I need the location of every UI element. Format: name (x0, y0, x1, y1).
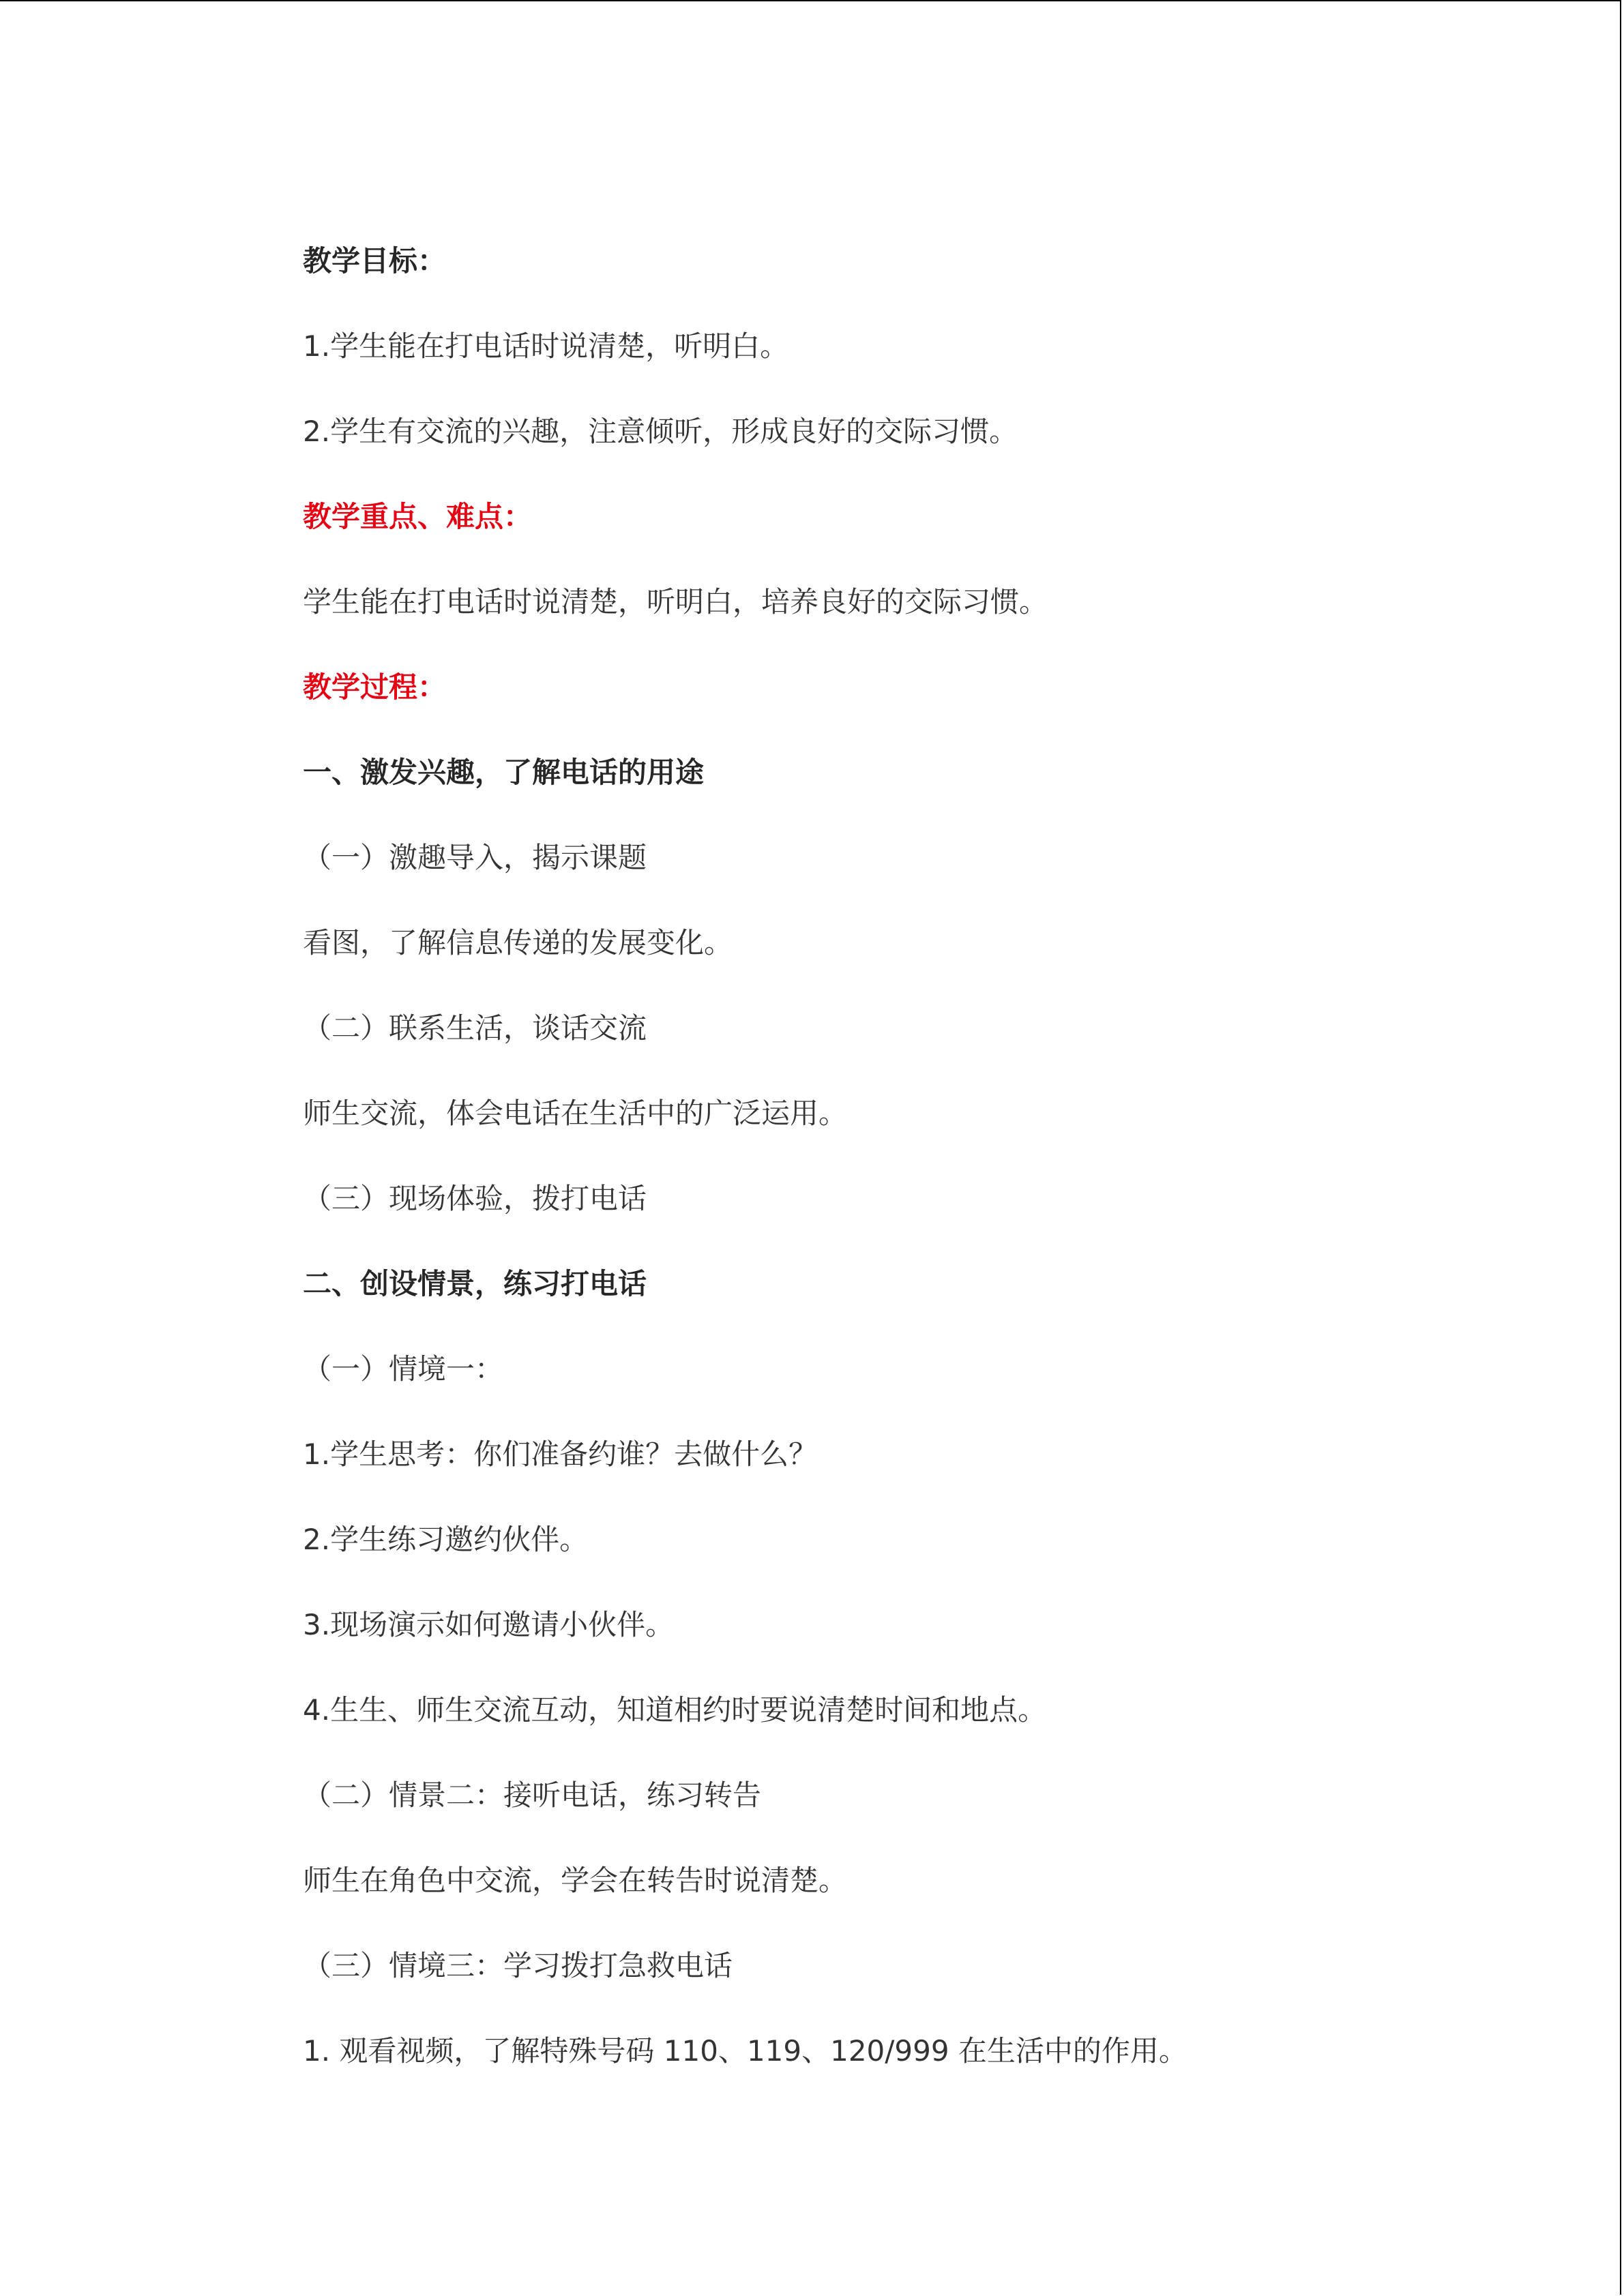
section-heading-2: 二、创设情景，练习打电话 (303, 1267, 647, 1300)
document-body (303, 218, 1531, 2093)
list-item-2-3-1: 1. 观看视频，了解特殊号码 110、119、120/999 在生活中的作用。 (303, 2034, 1187, 2068)
list-item-2-1-2: 2.学生练习邀约伙伴。 (303, 1523, 589, 1556)
list-item-2-1-4: 4.生生、师生交流互动，知道相约时要说清楚时间和地点。 (303, 1693, 1047, 1727)
heading-key-points: 教学重点、难点： (303, 500, 533, 533)
subsection-2-3: （三）情境三：学习拨打急救电话 (303, 1949, 733, 1982)
paragraph-2-2: 师生在角色中交流，学会在转告时说清楚。 (303, 1864, 848, 1897)
heading-teaching-process: 教学过程： (303, 670, 447, 704)
paragraph-1-2: 师生交流，体会电话在生活中的广泛运用。 (303, 1097, 848, 1130)
paragraph-1-1: 看图，了解信息传递的发展变化。 (303, 926, 733, 959)
section-heading-1: 一、激发兴趣，了解电话的用途 (303, 756, 705, 789)
list-item-2-1-3: 3.现场演示如何邀请小伙伴。 (303, 1608, 675, 1641)
list-item-2-1-1: 1.学生思考：你们准备约谁？去做什么？ (303, 1437, 818, 1471)
subsection-2-1: （一）情境一： (303, 1352, 504, 1386)
goal-item-1: 1.学生能在打电话时说清楚，听明白。 (303, 329, 789, 363)
subsection-1-2: （二）联系生活，谈话交流 (303, 1011, 647, 1045)
heading-teaching-goals: 教学目标： (303, 244, 447, 278)
goal-item-2: 2.学生有交流的兴趣，注意倾听，形成良好的交际习惯。 (303, 415, 1018, 448)
subsection-1-1: （一）激趣导入，揭示课题 (303, 841, 647, 874)
key-points-text: 学生能在打电话时说清楚，听明白，培养良好的交际习惯。 (303, 585, 1048, 618)
subsection-1-3: （三）现场体验，拨打电话 (303, 1182, 647, 1215)
subsection-2-2: （二）情景二：接听电话，练习转告 (303, 1778, 762, 1812)
